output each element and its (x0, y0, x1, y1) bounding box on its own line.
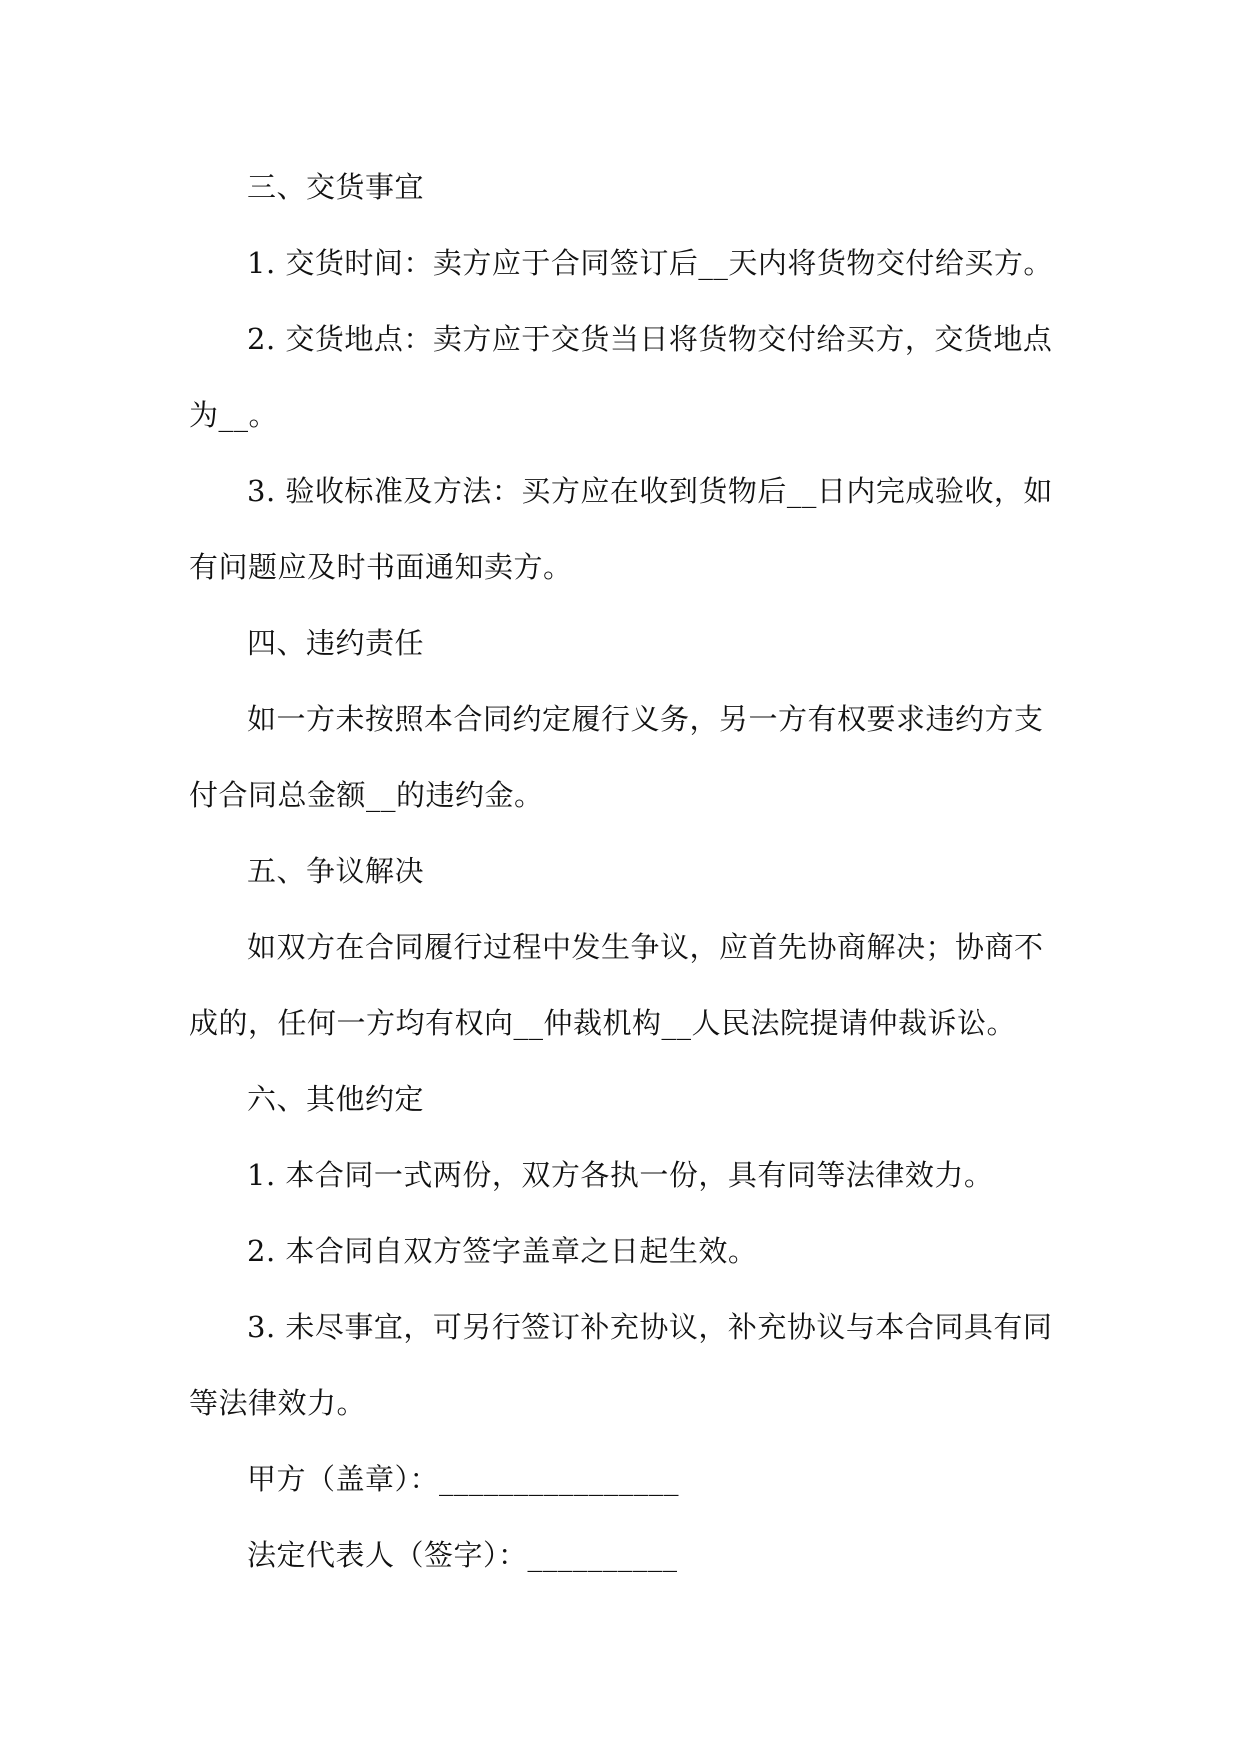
section-heading-dispute: 五、争议解决 (247, 854, 425, 888)
section-heading-liability: 四、违约责任 (247, 626, 425, 660)
section-heading-other: 六、其他约定 (247, 1082, 425, 1116)
liability-clause: 如一方未按照本合同约定履行义务，另一方有权要求违约方支付合同总金额__的违约金。 (189, 702, 1044, 812)
copies-clause: 1. 本合同一式两份，双方各执一份，具有同等法律效力。 (247, 1158, 994, 1192)
supplement-clause: 3. 未尽事宜，可另行签订补充协议，补充协议与本合同具有同等法律效力。 (189, 1310, 1053, 1420)
dispute-clause: 如双方在合同履行过程中发生争议，应首先协商解决；协商不成的，任何一方均有权向__仲裁机构__人民法院提请仲裁诉讼。 (189, 930, 1044, 1040)
party-a-seal-line: 甲方（盖章）：________________ (247, 1462, 680, 1496)
effective-clause: 2. 本合同自双方签字盖章之日起生效。 (247, 1234, 758, 1268)
acceptance-clause: 3. 验收标准及方法：买方应在收到货物后__日内完成验收，如有问题应及时书面通知卖方。 (189, 474, 1053, 584)
document-body (189, 149, 1059, 1593)
section-heading-delivery: 三、交货事宜 (247, 170, 425, 204)
delivery-time-clause: 1. 交货时间：卖方应于合同签订后__天内将货物交付给买方。 (247, 246, 1053, 280)
legal-rep-signature-line: 法定代表人（签字）：__________ (247, 1538, 678, 1572)
delivery-location-clause: 2. 交货地点：卖方应于交货当日将货物交付给买方，交货地点为__。 (189, 322, 1053, 432)
